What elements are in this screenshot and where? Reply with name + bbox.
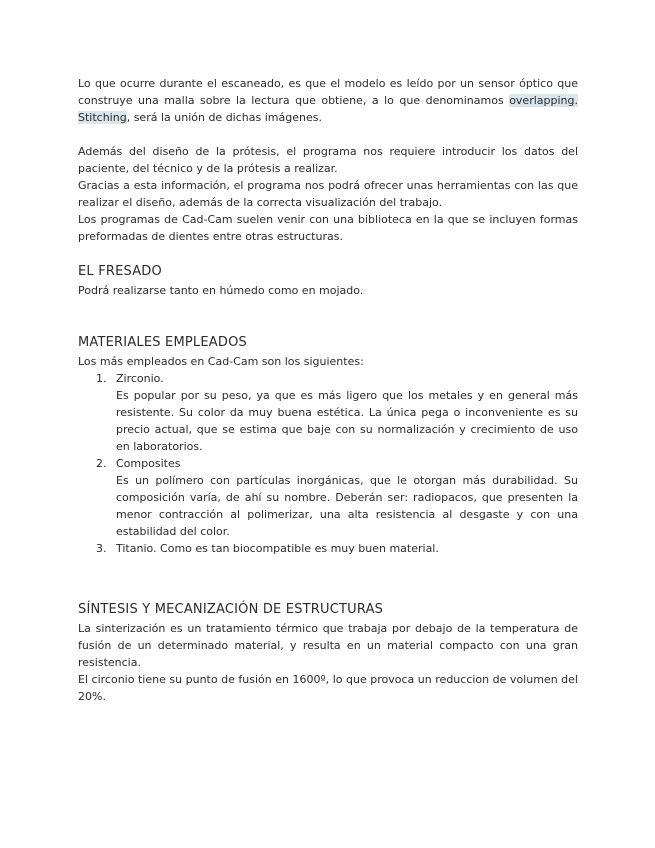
list-item-title: Titanio. Como es tan biocompatible es muy buen material. [116, 542, 439, 555]
fresado-text: Podrá realizarse tanto en húmedo como en mojado. [78, 284, 364, 297]
list-item-title: Zirconio. [116, 372, 164, 385]
spacer [78, 126, 578, 143]
materials-list [78, 370, 578, 557]
spacer [78, 245, 578, 262]
section-heading-materiales: MATERIALES EMPLEADOS [78, 335, 247, 350]
intro-text-after: , será la unión de dichas imágenes. [126, 111, 322, 124]
intro-paragraph [78, 75, 578, 126]
list-item-number: 3. [96, 542, 107, 555]
list-item-description: Es un polímero con partículas inorgánicas, que le otorgan más durabilidad. Su composición varía, de ahí su nombre. Deberán ser: radiopacos, que presenten la menor contracción al polimerizar, una alta resistencia al desgaste y con una estabilidad del color. [116, 474, 578, 538]
design-paragraph-3: Los programas de Cad-Cam suelen venir con una biblioteca en la que se incluyen formas preformadas de dientes entre otras estructuras. [78, 213, 578, 243]
design-paragraph-2: Gracias a esta información, el programa nos podrá ofrecer unas herramientas con las que realizar el diseño, además de la correcta visualización del trabajo. [78, 179, 578, 209]
highlighted-term: overlapping. Stitching [78, 94, 578, 124]
design-paragraph-1: Además del diseño de la prótesis, el programa nos requiere introducir los datos del paciente, del técnico y de la prótesis a realizar. [78, 145, 578, 175]
list-item-title: Composites [116, 457, 181, 470]
list-item-description: Es popular por su peso, ya que es más ligero que los metales y en general más resistente. Su color da muy buena estética. La única pega o inconveniente es su precio actual, que se estima que baje con su normalización y crecimiento de uso en laboratorios. [116, 389, 578, 453]
list-item [78, 540, 578, 557]
sintesis-paragraph-1: La sinterización es un tratamiento térmico que trabaja por debajo de la temperatura de fusión de un determinado material, y resulta en un material compacto con una gran resistencia. [78, 622, 578, 669]
section-heading-fresado: EL FRESADO [78, 264, 162, 279]
spacer [78, 299, 578, 333]
materiales-intro: Los más empleados en Cad-Cam son los siguientes: [78, 355, 364, 368]
document-body [78, 75, 578, 705]
list-item [78, 370, 578, 455]
list-item-number: 1. [96, 372, 107, 385]
spacer [78, 557, 578, 600]
section-heading-sintesis: SÍNTESIS Y MECANIZACIÓN DE ESTRUCTURAS [78, 602, 384, 617]
intro-text-before: Lo que ocurre durante el escaneado, es que el modelo es leído por un sensor óptico que construye una malla sobre la lectura que obtiene, a lo que denominamos [78, 77, 578, 107]
list-item-number: 2. [96, 457, 107, 470]
sintesis-paragraph-2: El circonio tiene su punto de fusión en 1600º, lo que provoca un reduccion de volumen del 20%. [78, 673, 578, 703]
list-item [78, 455, 578, 540]
